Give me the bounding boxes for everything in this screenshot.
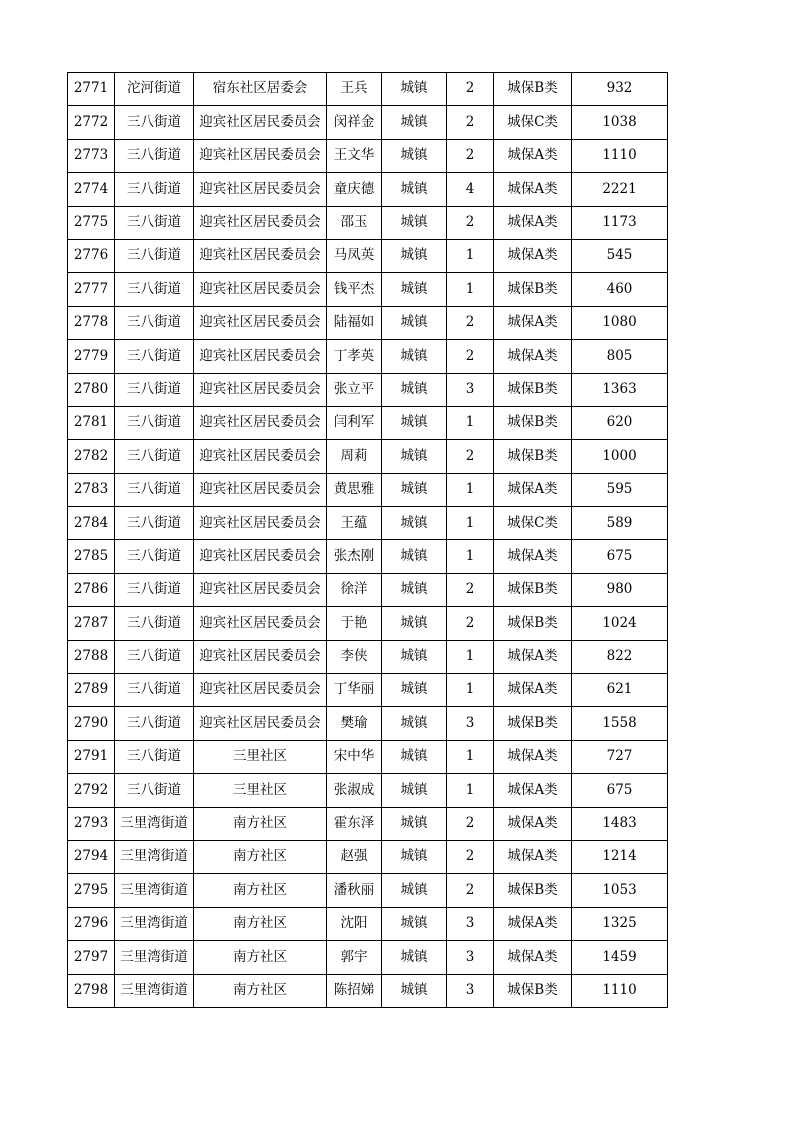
insurance-category: 城保A类	[494, 640, 572, 673]
insurance-category: 城保B类	[494, 273, 572, 306]
household-members: 1	[447, 239, 494, 272]
table-row	[68, 73, 668, 106]
area-type: 城镇	[382, 340, 447, 373]
person-name: 丁孝英	[327, 340, 382, 373]
household-members: 3	[447, 974, 494, 1007]
community-name: 迎宾社区居民委员会	[194, 173, 327, 206]
benefit-amount: 675	[572, 540, 668, 573]
person-name: 周莉	[327, 440, 382, 473]
row-number: 2774	[68, 173, 115, 206]
household-members: 3	[447, 941, 494, 974]
street-name: 三八街道	[115, 540, 194, 573]
benefit-amount: 822	[572, 640, 668, 673]
street-name: 三八街道	[115, 139, 194, 172]
insurance-category: 城保A类	[494, 139, 572, 172]
table-row	[68, 206, 668, 239]
community-name: 南方社区	[194, 941, 327, 974]
area-type: 城镇	[382, 507, 447, 540]
street-name: 三里湾街道	[115, 807, 194, 840]
community-name: 南方社区	[194, 974, 327, 1007]
benefit-amount: 675	[572, 774, 668, 807]
insurance-category: 城保A类	[494, 540, 572, 573]
street-name: 三里湾街道	[115, 907, 194, 940]
area-type: 城镇	[382, 440, 447, 473]
area-type: 城镇	[382, 573, 447, 606]
household-members: 2	[447, 840, 494, 873]
benefit-amount: 1558	[572, 707, 668, 740]
street-name: 三八街道	[115, 173, 194, 206]
person-name: 霍东泽	[327, 807, 382, 840]
insurance-category: 城保B类	[494, 73, 572, 106]
household-members: 2	[447, 306, 494, 339]
table-row	[68, 507, 668, 540]
benefit-amount: 1483	[572, 807, 668, 840]
community-name: 迎宾社区居民委员会	[194, 306, 327, 339]
insurance-category: 城保B类	[494, 874, 572, 907]
street-name: 三八街道	[115, 774, 194, 807]
community-name: 迎宾社区居民委员会	[194, 473, 327, 506]
row-number: 2782	[68, 440, 115, 473]
area-type: 城镇	[382, 540, 447, 573]
area-type: 城镇	[382, 874, 447, 907]
row-number: 2776	[68, 239, 115, 272]
insurance-category: 城保A类	[494, 807, 572, 840]
insurance-category: 城保A类	[494, 674, 572, 707]
table-row	[68, 974, 668, 1007]
person-name: 陈招娣	[327, 974, 382, 1007]
street-name: 三八街道	[115, 674, 194, 707]
benefit-amount: 1038	[572, 106, 668, 139]
community-name: 迎宾社区居民委员会	[194, 640, 327, 673]
insurance-category: 城保A类	[494, 239, 572, 272]
row-number: 2791	[68, 740, 115, 773]
street-name: 三八街道	[115, 507, 194, 540]
insurance-category: 城保A类	[494, 206, 572, 239]
area-type: 城镇	[382, 607, 447, 640]
community-name: 迎宾社区居民委员会	[194, 106, 327, 139]
table-row	[68, 774, 668, 807]
community-name: 迎宾社区居民委员会	[194, 373, 327, 406]
community-name: 迎宾社区居民委员会	[194, 239, 327, 272]
person-name: 于艳	[327, 607, 382, 640]
person-name: 张淑成	[327, 774, 382, 807]
row-number: 2793	[68, 807, 115, 840]
household-members: 2	[447, 874, 494, 907]
insurance-category: 城保B类	[494, 974, 572, 1007]
area-type: 城镇	[382, 406, 447, 439]
area-type: 城镇	[382, 473, 447, 506]
row-number: 2789	[68, 674, 115, 707]
table-row	[68, 807, 668, 840]
roster-body	[68, 73, 668, 1008]
person-name: 潘秋丽	[327, 874, 382, 907]
table-row	[68, 406, 668, 439]
community-name: 迎宾社区居民委员会	[194, 340, 327, 373]
person-name: 赵强	[327, 840, 382, 873]
insurance-category: 城保B类	[494, 406, 572, 439]
household-members: 1	[447, 774, 494, 807]
person-name: 王兵	[327, 73, 382, 106]
table-row	[68, 907, 668, 940]
row-number: 2788	[68, 640, 115, 673]
household-members: 1	[447, 540, 494, 573]
area-type: 城镇	[382, 106, 447, 139]
community-name: 迎宾社区居民委员会	[194, 707, 327, 740]
table-row	[68, 840, 668, 873]
table-row	[68, 540, 668, 573]
street-name: 三八街道	[115, 473, 194, 506]
row-number: 2792	[68, 774, 115, 807]
benefit-amount: 980	[572, 573, 668, 606]
community-name: 迎宾社区居民委员会	[194, 674, 327, 707]
row-number: 2778	[68, 306, 115, 339]
area-type: 城镇	[382, 206, 447, 239]
benefit-amount: 1173	[572, 206, 668, 239]
street-name: 三八街道	[115, 306, 194, 339]
household-members: 1	[447, 740, 494, 773]
area-type: 城镇	[382, 273, 447, 306]
benefit-amount: 545	[572, 239, 668, 272]
table-row	[68, 941, 668, 974]
table-row	[68, 473, 668, 506]
street-name: 三八街道	[115, 106, 194, 139]
table-row	[68, 440, 668, 473]
person-name: 黄思雅	[327, 473, 382, 506]
area-type: 城镇	[382, 807, 447, 840]
area-type: 城镇	[382, 907, 447, 940]
row-number: 2780	[68, 373, 115, 406]
table-row	[68, 239, 668, 272]
insurance-category: 城保A类	[494, 941, 572, 974]
area-type: 城镇	[382, 941, 447, 974]
benefit-amount: 1024	[572, 607, 668, 640]
table-row	[68, 573, 668, 606]
benefit-amount: 1110	[572, 139, 668, 172]
community-name: 南方社区	[194, 874, 327, 907]
community-name: 迎宾社区居民委员会	[194, 573, 327, 606]
household-members: 1	[447, 674, 494, 707]
street-name: 三里湾街道	[115, 941, 194, 974]
benefit-amount: 460	[572, 273, 668, 306]
street-name: 三八街道	[115, 573, 194, 606]
table-row	[68, 106, 668, 139]
street-name: 三八街道	[115, 373, 194, 406]
benefit-amount: 1080	[572, 306, 668, 339]
row-number: 2797	[68, 941, 115, 974]
row-number: 2771	[68, 73, 115, 106]
household-members: 2	[447, 807, 494, 840]
insurance-category: 城保B类	[494, 607, 572, 640]
household-members: 3	[447, 707, 494, 740]
area-type: 城镇	[382, 239, 447, 272]
table-row	[68, 340, 668, 373]
household-members: 3	[447, 907, 494, 940]
person-name: 张杰刚	[327, 540, 382, 573]
area-type: 城镇	[382, 306, 447, 339]
person-name: 沈阳	[327, 907, 382, 940]
community-name: 三里社区	[194, 740, 327, 773]
insurance-category: 城保A类	[494, 473, 572, 506]
person-name: 邵玉	[327, 206, 382, 239]
person-name: 李侠	[327, 640, 382, 673]
person-name: 童庆德	[327, 173, 382, 206]
benefit-amount: 932	[572, 73, 668, 106]
benefit-amount: 1459	[572, 941, 668, 974]
table-row	[68, 306, 668, 339]
row-number: 2795	[68, 874, 115, 907]
street-name: 三八街道	[115, 440, 194, 473]
street-name: 三八街道	[115, 239, 194, 272]
benefit-amount: 589	[572, 507, 668, 540]
table-row	[68, 707, 668, 740]
community-name: 南方社区	[194, 907, 327, 940]
benefit-amount: 805	[572, 340, 668, 373]
street-name: 三八街道	[115, 406, 194, 439]
insurance-category: 城保B类	[494, 440, 572, 473]
row-number: 2785	[68, 540, 115, 573]
insurance-category: 城保A类	[494, 840, 572, 873]
household-members: 2	[447, 340, 494, 373]
row-number: 2786	[68, 573, 115, 606]
insurance-category: 城保A类	[494, 306, 572, 339]
benefit-amount: 1325	[572, 907, 668, 940]
benefit-amount: 1363	[572, 373, 668, 406]
relief-roster-table	[67, 72, 668, 1008]
person-name: 张立平	[327, 373, 382, 406]
insurance-category: 城保B类	[494, 707, 572, 740]
insurance-category: 城保B类	[494, 373, 572, 406]
area-type: 城镇	[382, 774, 447, 807]
row-number: 2784	[68, 507, 115, 540]
person-name: 钱平杰	[327, 273, 382, 306]
household-members: 2	[447, 573, 494, 606]
community-name: 迎宾社区居民委员会	[194, 139, 327, 172]
row-number: 2772	[68, 106, 115, 139]
community-name: 迎宾社区居民委员会	[194, 440, 327, 473]
household-members: 2	[447, 206, 494, 239]
area-type: 城镇	[382, 373, 447, 406]
row-number: 2787	[68, 607, 115, 640]
household-members: 3	[447, 373, 494, 406]
community-name: 迎宾社区居民委员会	[194, 406, 327, 439]
person-name: 丁华丽	[327, 674, 382, 707]
table-row	[68, 273, 668, 306]
person-name: 闫利军	[327, 406, 382, 439]
household-members: 2	[447, 106, 494, 139]
household-members: 2	[447, 73, 494, 106]
household-members: 1	[447, 273, 494, 306]
benefit-amount: 2221	[572, 173, 668, 206]
community-name: 宿东社区居委会	[194, 73, 327, 106]
table-row	[68, 640, 668, 673]
household-members: 4	[447, 173, 494, 206]
row-number: 2790	[68, 707, 115, 740]
row-number: 2796	[68, 907, 115, 940]
area-type: 城镇	[382, 73, 447, 106]
community-name: 南方社区	[194, 807, 327, 840]
row-number: 2777	[68, 273, 115, 306]
area-type: 城镇	[382, 173, 447, 206]
insurance-category: 城保A类	[494, 774, 572, 807]
benefit-amount: 1110	[572, 974, 668, 1007]
table-row	[68, 173, 668, 206]
insurance-category: 城保A类	[494, 340, 572, 373]
person-name: 闵祥金	[327, 106, 382, 139]
street-name: 三八街道	[115, 206, 194, 239]
community-name: 迎宾社区居民委员会	[194, 206, 327, 239]
insurance-category: 城保B类	[494, 573, 572, 606]
insurance-category: 城保A类	[494, 173, 572, 206]
household-members: 2	[447, 139, 494, 172]
benefit-amount: 1000	[572, 440, 668, 473]
person-name: 徐洋	[327, 573, 382, 606]
street-name: 三八街道	[115, 340, 194, 373]
area-type: 城镇	[382, 840, 447, 873]
area-type: 城镇	[382, 740, 447, 773]
street-name: 三八街道	[115, 273, 194, 306]
street-name: 三八街道	[115, 740, 194, 773]
street-name: 三八街道	[115, 607, 194, 640]
community-name: 迎宾社区居民委员会	[194, 540, 327, 573]
street-name: 三八街道	[115, 707, 194, 740]
community-name: 迎宾社区居民委员会	[194, 273, 327, 306]
benefit-amount: 595	[572, 473, 668, 506]
person-name: 马凤英	[327, 239, 382, 272]
street-name: 沱河街道	[115, 73, 194, 106]
insurance-category: 城保C类	[494, 106, 572, 139]
table-row	[68, 139, 668, 172]
person-name: 宋中华	[327, 740, 382, 773]
community-name: 迎宾社区居民委员会	[194, 507, 327, 540]
community-name: 南方社区	[194, 840, 327, 873]
insurance-category: 城保C类	[494, 507, 572, 540]
benefit-amount: 621	[572, 674, 668, 707]
person-name: 王文华	[327, 139, 382, 172]
row-number: 2783	[68, 473, 115, 506]
community-name: 迎宾社区居民委员会	[194, 607, 327, 640]
household-members: 2	[447, 607, 494, 640]
table-row	[68, 740, 668, 773]
area-type: 城镇	[382, 139, 447, 172]
benefit-amount: 620	[572, 406, 668, 439]
street-name: 三里湾街道	[115, 974, 194, 1007]
person-name: 王蕴	[327, 507, 382, 540]
household-members: 2	[447, 440, 494, 473]
area-type: 城镇	[382, 640, 447, 673]
insurance-category: 城保A类	[494, 907, 572, 940]
street-name: 三里湾街道	[115, 840, 194, 873]
street-name: 三里湾街道	[115, 874, 194, 907]
area-type: 城镇	[382, 707, 447, 740]
row-number: 2798	[68, 974, 115, 1007]
community-name: 三里社区	[194, 774, 327, 807]
table-row	[68, 607, 668, 640]
area-type: 城镇	[382, 674, 447, 707]
row-number: 2779	[68, 340, 115, 373]
household-members: 1	[447, 406, 494, 439]
household-members: 1	[447, 473, 494, 506]
street-name: 三八街道	[115, 640, 194, 673]
row-number: 2794	[68, 840, 115, 873]
household-members: 1	[447, 640, 494, 673]
benefit-amount: 1214	[572, 840, 668, 873]
row-number: 2775	[68, 206, 115, 239]
area-type: 城镇	[382, 974, 447, 1007]
benefit-amount: 727	[572, 740, 668, 773]
benefit-amount: 1053	[572, 874, 668, 907]
table-row	[68, 674, 668, 707]
row-number: 2781	[68, 406, 115, 439]
table-row	[68, 373, 668, 406]
household-members: 1	[447, 507, 494, 540]
insurance-category: 城保A类	[494, 740, 572, 773]
person-name: 陆福如	[327, 306, 382, 339]
table-row	[68, 874, 668, 907]
person-name: 樊瑜	[327, 707, 382, 740]
row-number: 2773	[68, 139, 115, 172]
person-name: 郭宇	[327, 941, 382, 974]
